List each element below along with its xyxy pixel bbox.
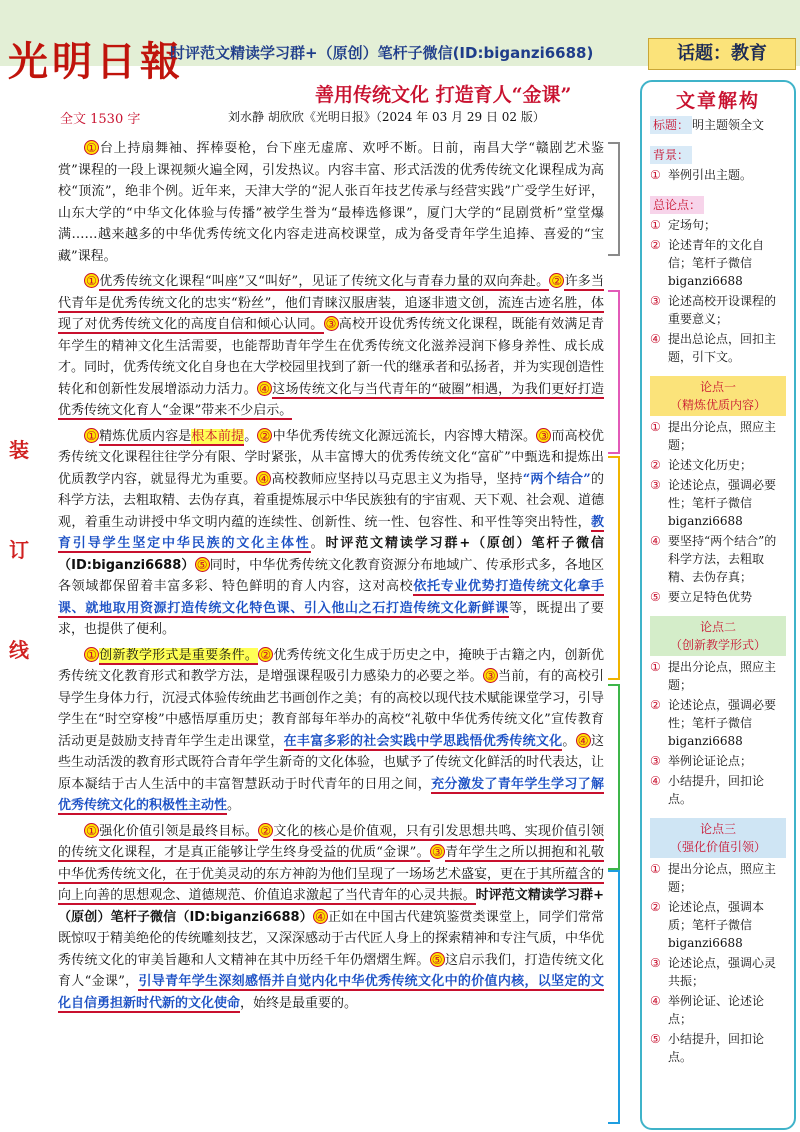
- circled-number-2-icon: ②: [650, 458, 661, 472]
- text: 当前，有的高校引导学生身体力行，沉浸式体验传统曲艺书画创作之美；有的高校以现代技术赋能课堂学习，引导学生在“时空穿梭”中感悟厚重历史；教育部每年举办的高校“礼敬中华优秀传统文化”宣传教育活动更是鼓励支持青年学生走出课堂，: [58, 669, 605, 749]
- point-sub: （创新教学形式）: [669, 638, 766, 652]
- circled-number-4-icon: ④: [257, 381, 272, 396]
- text: 台上持扇舞袖、挥棒耍枪，台下座无虚席、欢呼不断。日前，南昌大学“赣剧艺术鉴赏”课程的一段上课视频火遍全网，引发热议。内容丰富、形式活泼的优秀传统文化课程成为高校“顶流”，绝非个例。近年来，天津大学的“泥人张百年技艺传承与经营实践”广受学生好评，山东大学的“中华文化体验与传播”被学生誉为“最棒选修课”，厦门大学的“昆剧赏析”堂堂爆满……越来越多的中华优秀传统文化内容走进高校课堂，成为备受青年学生追捧、喜爱的“宝藏”课程。: [58, 141, 604, 264]
- circled-number-4-icon: ④: [650, 994, 661, 1008]
- item-text: 小结提升，回扣论点。: [668, 774, 765, 806]
- circled-number-4-icon: ④: [576, 733, 591, 748]
- text: 依托专业优势打造传统文化拿手课、就地取用资源打造传统文化特色课、引入他山之石打造传统文化新鲜课: [58, 579, 604, 616]
- list-item: [650, 898, 786, 952]
- paragraph-point-2: [58, 645, 604, 817]
- structure-panel: [640, 80, 796, 1130]
- paragraph-thesis: [58, 271, 604, 422]
- title-tag: 标题：: [650, 116, 692, 134]
- point-sub: （强化价值引领）: [669, 840, 766, 854]
- title-desc: 明主题领全文: [692, 118, 765, 132]
- list-item: [650, 954, 786, 990]
- circled-number-4-icon: ④: [256, 471, 271, 486]
- circled-number-3-icon: ③: [650, 294, 661, 308]
- list-item: [650, 658, 786, 694]
- text: 高校教师应坚持以马克思主义为指导，坚持: [271, 471, 523, 487]
- circled-number-3-icon: ③: [650, 754, 661, 768]
- structure-general: [650, 196, 786, 366]
- circled-number-3-icon: ③: [430, 844, 445, 859]
- paragraph-point-3: [58, 821, 604, 1015]
- text: 等，既提出了要求，也提供了便利。: [58, 600, 604, 637]
- text: 高校开设优秀传统文化课程，既能有效满足青年学生的精神文化生活需要，也能帮助青年学生在优秀传统文化滋养浸润下修身养性、成长成才。同时，优秀传统文化自身也在大学校园里找到了新一代的继承者和弘扬者，并为实现创造性转化和创新性发展增添动力活力。: [58, 317, 605, 397]
- circled-number-3-icon: ③: [483, 668, 498, 683]
- list-item: [650, 532, 786, 586]
- binding-line-label: [8, 400, 30, 700]
- item-text: 论述论点，强调本质；笔杆子微信 biganzi6688: [668, 900, 765, 950]
- circled-number-1-icon: ①: [84, 140, 99, 155]
- circled-number-4-icon: ④: [650, 332, 661, 346]
- section-label: [650, 616, 786, 656]
- text: 。: [562, 733, 576, 749]
- bracket-point-1: [608, 456, 620, 680]
- series-banner: 时评范文精读学习群+（原创）笔杆子微信(ID:biganzi6688): [170, 44, 594, 62]
- text: 。: [244, 428, 258, 444]
- text: 正如在中国古代建筑鉴赏类课堂上，同学们常常既惊叹于精美绝伦的传统雕刻技艺，又深深感动于古代匠人身上的探索精神和专注气质，中华优秀传统文化的审美旨趣和人文精神在其中历经千年仍熠熠生辉。: [58, 909, 605, 968]
- text: 精炼优质内容是: [99, 428, 192, 444]
- text: 。: [227, 798, 241, 813]
- word-count: 全文 1530 字: [60, 112, 141, 127]
- text: 这启示我们，打造传统文化育人“金课”，: [58, 952, 604, 989]
- text: 充分激发了青年学生学习了解优秀传统文化的积极性主动性: [58, 776, 604, 813]
- bracket-point-3: [608, 870, 620, 1124]
- item-text: 提出分论点，照应主题；: [668, 420, 777, 452]
- list-item: [650, 752, 786, 770]
- circled-number-1-icon: ①: [650, 168, 661, 182]
- circled-number-2-icon: ②: [258, 647, 273, 662]
- text: 中华优秀传统文化源远流长，内容博大精深。: [272, 428, 537, 444]
- circled-number-1-icon: ①: [650, 218, 661, 232]
- section-label: 背景：: [650, 146, 692, 164]
- paragraph-point-1: [58, 426, 604, 641]
- item-text: 小结提升，回扣论点。: [668, 1032, 765, 1064]
- circled-number-5-icon: ⑤: [195, 557, 210, 572]
- item-text: 要立足特色优势: [668, 590, 753, 604]
- circled-number-1-icon: ①: [650, 862, 661, 876]
- item-text: 举例引出主题。: [668, 168, 753, 182]
- structure-heading: 文章解构: [675, 90, 760, 112]
- circled-number-2-icon: ②: [257, 428, 272, 443]
- brand-text: 时评范文精读学习群+（原创）笔杆子微信（ID:biganzi6688）: [58, 536, 604, 573]
- list-item: [650, 236, 786, 290]
- circled-number-2-icon: ②: [650, 900, 661, 914]
- structure-point-1: [650, 376, 786, 606]
- circled-number-1-icon: ①: [84, 823, 99, 838]
- structure-point-2: [650, 616, 786, 808]
- circled-number-3-icon: ③: [536, 428, 551, 443]
- newspaper-logo: 光明日報: [8, 38, 184, 85]
- list-item: [650, 476, 786, 530]
- binding-char: 线: [9, 638, 29, 662]
- item-text: 论述高校开设课程的重要意义；: [668, 294, 777, 326]
- item-text: 论述文化历史；: [668, 458, 753, 472]
- structure-title-row: [650, 116, 786, 134]
- list-item: [650, 292, 786, 328]
- item-text: 要坚持“两个结合”的科学方法，去粗取精、去伪存真；: [668, 534, 777, 584]
- circled-number-2-icon: ②: [650, 698, 661, 712]
- item-text: 提出分论点，照应主题；: [668, 660, 777, 692]
- bracket-thesis: [608, 290, 620, 454]
- circled-number-4-icon: ④: [650, 774, 661, 788]
- structure-background: [650, 146, 786, 184]
- circled-number-4-icon: ④: [313, 909, 328, 924]
- text: 。: [310, 536, 326, 551]
- item-text: 论述论点，强调必要性；笔杆子微信 biganzi6688: [668, 698, 777, 748]
- item-text: 提出分论点，照应主题；: [668, 862, 777, 894]
- text: 教育引导学生坚定中华民族的文化主体性: [58, 514, 604, 551]
- structure-point-3: [650, 818, 786, 1066]
- point-label: 论点三: [699, 822, 736, 836]
- text: 根本前提: [191, 428, 245, 444]
- list-item: [650, 696, 786, 750]
- circled-number-1-icon: ①: [650, 660, 661, 674]
- item-text: 论述论点，强调必要性；笔杆子微信 biganzi6688: [668, 478, 777, 528]
- text: 优秀传统文化生成于历史之中，掩映于古籍之内，创新优秀传统文化教育形式和教学方法，是增强课程吸引力感染力的必要之举。: [58, 647, 604, 684]
- circled-number-1-icon: ①: [84, 647, 99, 662]
- text: 优秀传统文化课程“叫座”又“叫好”，见证了传统文化与青春力量的双向奔赴。: [99, 274, 550, 289]
- circled-number-2-icon: ②: [258, 823, 273, 838]
- point-label: 论点二: [699, 620, 736, 634]
- brand-text: 时评范文精读学习群+（原创）笔杆子微信（ID:biganzi6688）: [58, 888, 604, 925]
- text: 的科学方法，去粗取精、去伪存真，着重提炼展示中华民族独有的宇宙观、天下观、社会观、道德观，着重生动讲授中华文明内蕴的连续性、创新性、统一性、包容性、和平性等突出特性，: [58, 471, 605, 530]
- text: 在丰富多彩的社会实践中学思践悟优秀传统文化: [283, 733, 563, 749]
- list-item: [650, 992, 786, 1028]
- text: ，始终是最重要的。: [240, 995, 358, 1011]
- text: 同时，中华优秀传统文化教育资源分布地域广、传承形式多，各地区各领域都保留着丰富多彩、特色鲜明的育人内容，这对高校: [58, 557, 604, 594]
- item-text: 论述论点，强调心灵共振；: [668, 956, 777, 988]
- item-text: 提出总论点，回扣主题，引下文。: [668, 332, 777, 364]
- text: “两个结合”: [522, 471, 591, 487]
- point-sub: （精炼优质内容）: [669, 398, 766, 412]
- bracket-point-2: [608, 684, 620, 870]
- section-label: [650, 818, 786, 858]
- byline: 刘水静 胡欣欣《光明日报》（2024 年 03 月 29 日 02 版）: [228, 110, 545, 124]
- circled-number-3-icon: ③: [650, 956, 661, 970]
- list-item: [650, 1030, 786, 1066]
- header-bar: [0, 0, 800, 85]
- list-item: [650, 860, 786, 896]
- item-text: 论述青年的文化自信；笔杆子微信 biganzi6688: [668, 238, 765, 288]
- binding-char: 装: [9, 438, 29, 462]
- section-label: [650, 376, 786, 416]
- article-body: [58, 138, 604, 1018]
- list-item: [650, 216, 786, 234]
- list-item: [650, 418, 786, 454]
- circled-number-5-icon: ⑤: [650, 1032, 661, 1046]
- text: 这场传统文化与当代青年的“破圈”相遇，为我们更好打造优秀传统文化育人“金课”带来不少启示。: [58, 381, 604, 418]
- circled-number-5-icon: ⑤: [650, 590, 661, 604]
- text: 而高校优秀传统文化课程往往学分有限、学时紧张，从丰富博大的优秀传统文化“富矿”中甄选和提炼出优质教学内容，就显得尤为重要。: [58, 428, 604, 487]
- text: 引导青年学生深刻感悟并自觉内化中华优秀传统文化中的价值内核，以坚定的文化自信勇担新时代新的文化使命: [58, 974, 604, 1011]
- topic-badge: 话题：教育: [648, 38, 796, 70]
- circled-number-3-icon: ③: [650, 478, 661, 492]
- list-item: [650, 772, 786, 808]
- circled-number-5-icon: ⑤: [430, 952, 445, 967]
- item-text: 举例论证论点；: [668, 754, 753, 768]
- circled-number-3-icon: ③: [324, 316, 339, 331]
- article-title: 善用传统文化 打造育人“金课”: [315, 84, 572, 106]
- circled-number-1-icon: ①: [84, 428, 99, 443]
- circled-number-4-icon: ④: [650, 534, 661, 548]
- text: 创新教学形式是重要条件。: [99, 647, 259, 663]
- circled-number-1-icon: ①: [84, 273, 99, 288]
- list-item: [650, 166, 786, 184]
- list-item: [650, 588, 786, 606]
- item-text: 定场句；: [668, 218, 717, 232]
- item-text: 举例论证、论述论点；: [668, 994, 765, 1026]
- list-item: [650, 330, 786, 366]
- bracket-background: [608, 142, 620, 256]
- text: 强化价值引领是最终目标。: [99, 823, 259, 839]
- text: 这些生动活泼的教育形式既符合青年学生新奇的文化体验，也赋予了传统文化鲜活的时代表达，让原本凝结于古人生活中的丰富智慧跃动于时代青年的日用之间，: [58, 733, 605, 792]
- circled-number-1-icon: ①: [650, 420, 661, 434]
- text: 青年学生之所以拥抱和礼敬中华优秀传统文化，在于优美灵动的东方神韵为他们呈现了一场场艺术盛宴，更在于其所蕴含的向上向善的思想观念、道德规范、价值追求激起了当代青年的心灵共振。: [58, 845, 605, 903]
- text: 文化的核心是价值观，只有引发思想共鸣、实现价值引领的传统文化课程，才是真正能够让学生终身受益的优质“金课”。: [58, 823, 604, 860]
- point-label: 论点一: [699, 380, 736, 394]
- circled-number-2-icon: ②: [549, 273, 564, 288]
- circled-number-2-icon: ②: [650, 238, 661, 252]
- section-label: 总论点：: [650, 196, 704, 214]
- list-item: [650, 456, 786, 474]
- binding-char: 订: [9, 538, 29, 562]
- paragraph-background: [58, 138, 604, 267]
- text: 许多当代青年是优秀传统文化的忠实“粉丝”，他们青睐汉服唐装，追逐非遗文创，流连古迹名胜，体现了对优秀传统文化的高度自信和倾心认同。: [58, 274, 604, 332]
